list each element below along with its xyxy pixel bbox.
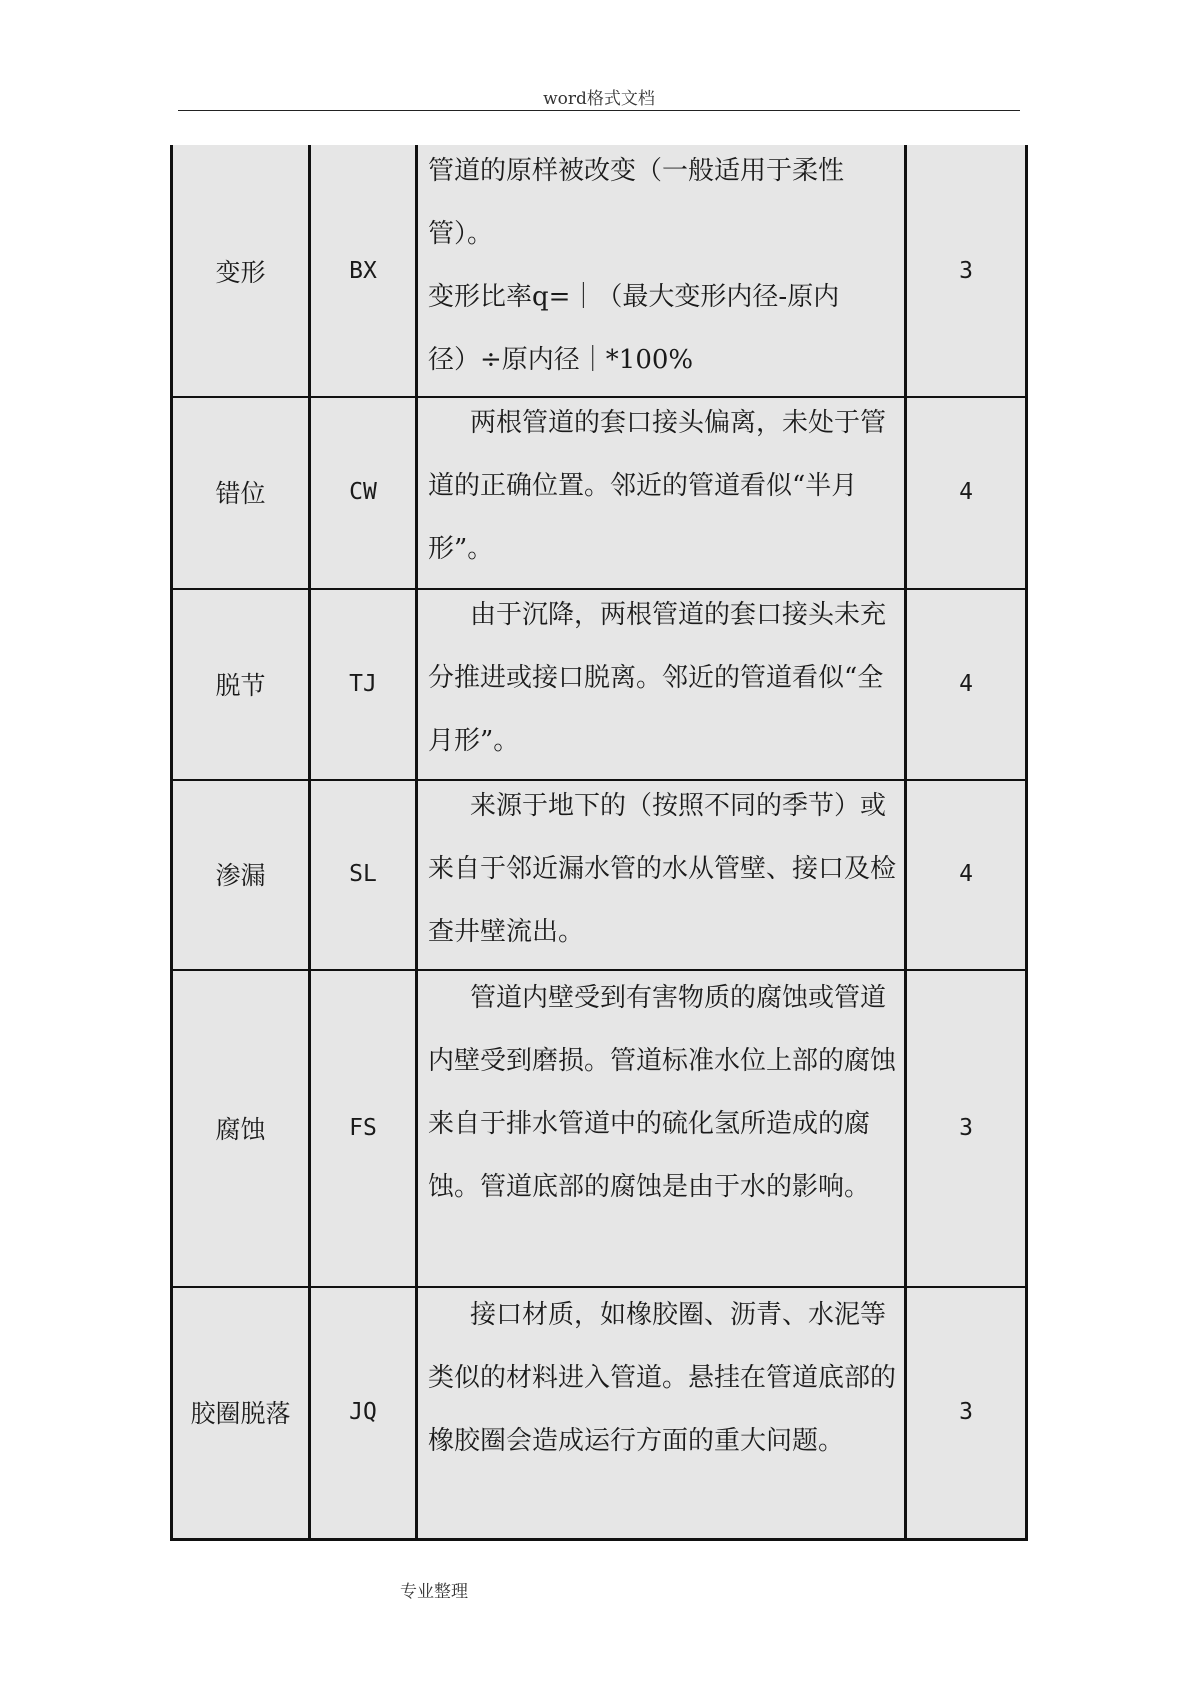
description-paragraph: 变形比率q=｜（最大变形内径-原内径）÷原内径｜*100%: [428, 282, 840, 375]
defect-name: 腐蚀: [215, 1114, 266, 1144]
defect-name: 错位: [215, 479, 266, 508]
defect-code: JQ: [349, 1399, 377, 1425]
description-paragraph: 管道内壁受到有害物质的腐蚀或管道内壁受到磨损。管道标准水位上部的腐蚀来自于排水管道中的硫化氢所造成的腐蚀。管道底部的腐蚀是由于水的影响。: [428, 983, 897, 1202]
defect-name: 变形: [215, 257, 266, 287]
defect-description: [428, 392, 898, 581]
defect-grade: 4: [959, 861, 973, 887]
page-header: word格式文档: [543, 89, 655, 109]
defect-grade: 3: [959, 1114, 973, 1141]
defect-code: TJ: [349, 670, 377, 697]
defect-description: [428, 1284, 898, 1473]
defect-grade: 4: [959, 670, 973, 697]
defect-code: SL: [349, 861, 377, 887]
header-divider: [178, 110, 1020, 111]
description-paragraph: 来源于地下的（按照不同的季节）或来自于邻近漏水管的水从管壁、接口及检查井壁流出。: [428, 791, 897, 947]
description-paragraph: 由于沉降，两根管道的套口接头未充分推进或接口脱离。邻近的管道看似“全月形”。: [428, 600, 887, 756]
page-footer: 专业整理: [400, 1582, 468, 1602]
description-paragraph: 接口材质，如橡胶圈、沥青、水泥等类似的材料进入管道。悬挂在管道底部的橡胶圈会造成运行方面的重大问题。: [428, 1300, 897, 1456]
defect-grade: 4: [959, 479, 973, 505]
description-paragraph: 管道的原样被改变（一般适用于柔性管）。: [428, 156, 845, 249]
defect-description: [428, 584, 898, 773]
defect-grade: 3: [959, 1399, 973, 1425]
defect-name: 脱节: [215, 670, 266, 700]
defect-description: [428, 140, 898, 392]
defect-grade: 3: [959, 257, 973, 284]
column-divider: [415, 145, 418, 1541]
description-paragraph: 两根管道的套口接头偏离，未处于管道的正确位置。邻近的管道看似“半月形”。: [428, 408, 887, 564]
defect-code: CW: [349, 479, 377, 505]
defect-name: 渗漏: [215, 861, 266, 890]
defect-description: [428, 967, 898, 1219]
defect-description: [428, 775, 898, 964]
defect-code: BX: [349, 257, 377, 284]
defect-code: FS: [349, 1114, 377, 1141]
defect-name: 胶圈脱落: [190, 1399, 291, 1428]
